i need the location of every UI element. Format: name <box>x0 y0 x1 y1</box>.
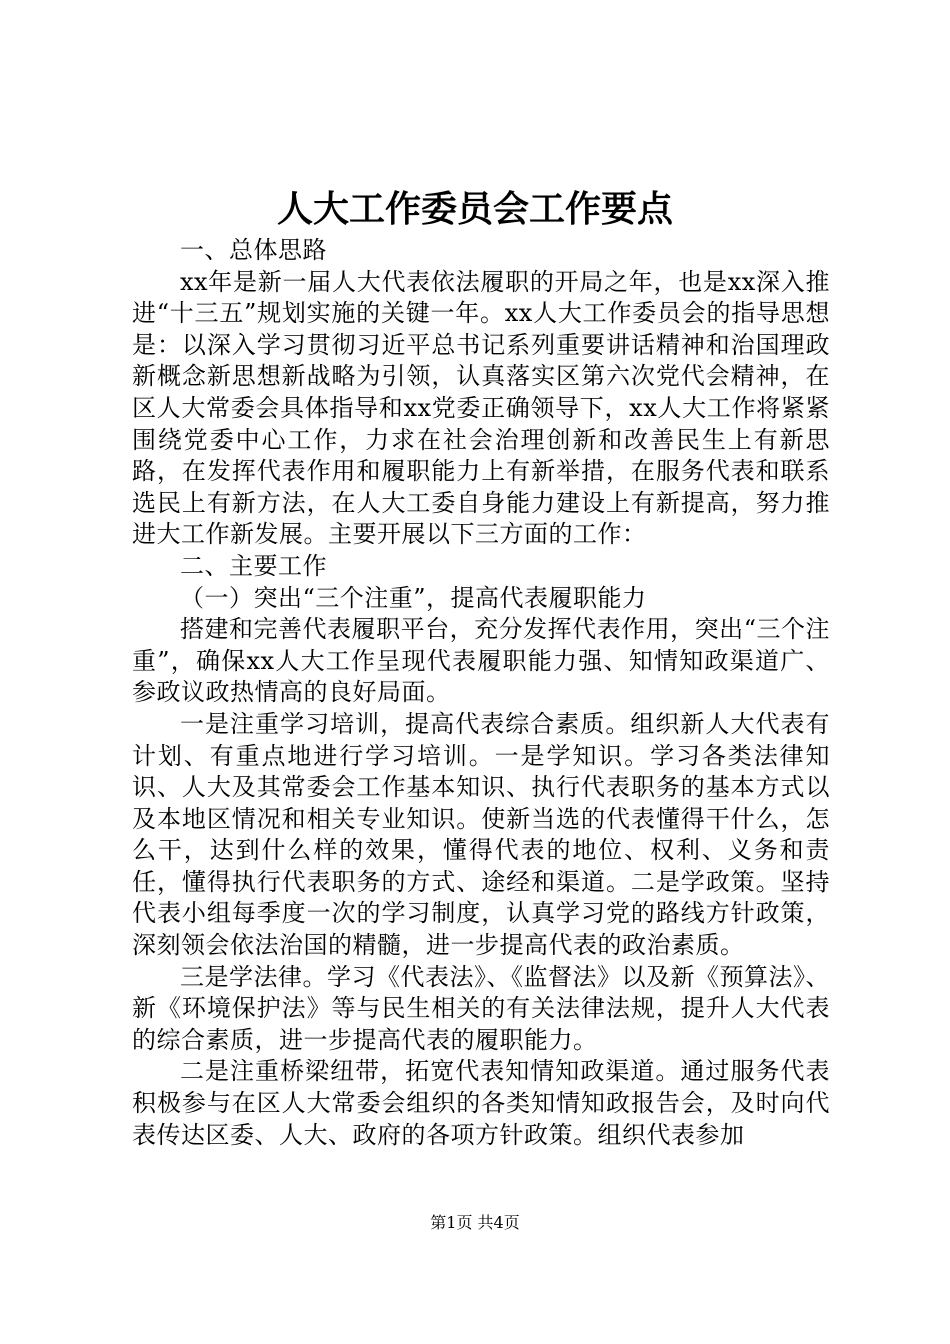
subsection-heading: （一）突出“三个注重”，提高代表履职能力 <box>180 583 647 612</box>
paragraph: xx年是新一届人大代表依法履职的开局之年，也是xx深入推进“十三五”规划实施的关键一年。xx人大工作委员会的指导思想是：以深入学习贯彻习近平总书记系列重要讲话精神和治国理政新概念新思想新战略为引领，认真落实区第六次党代会精神，在区人大常委会具体指导和xx党委正确领导下，xx人大工作将紧紧围绕党委中心工作，力求在社会治理创新和改善民生上有新思路，在发挥代表作用和履职能力上有新举措，在服务代表和联系选民上有新方法，在人大工委自身能力建设上有新提高，努力推进大工作新发展。主要开展以下三方面的工作： <box>132 267 830 549</box>
paragraph: 搭建和完善代表履职平台，充分发挥代表作用，突出“三个注重”，确保xx人大工作呈现代表履职能力强、知情知政渠道广、参政议政热情高的良好局面。 <box>132 615 830 707</box>
paragraph: 一是注重学习培训，提高代表综合素质。组织新人大代表有计划、有重点地进行学习培训。一是学知识。学习各类法律知识、人大及其常委会工作基本知识、执行代表职务的基本方式以及本地区情况和相关专业知识。使新当选的代表懂得干什么，怎么干，达到什么样的效果，懂得代表的地位、权利、义务和责任，懂得执行代表职务的方式、途经和渠道。二是学政策。坚持代表小组每季度一次的学习制度，认真学习党的路线方针政策，深刻领会依法治国的精髓，进一步提高代表的政治素质。 <box>132 709 830 960</box>
document-body <box>132 235 830 1151</box>
document-title: 人大工作委员会工作要点 <box>276 188 673 230</box>
paragraph: 三是学法律。学习《代表法》、《监督法》以及新《预算法》、新《环境保护法》等与民生相关的有关法律法规，提升人大代表的综合素质，进一步提高代表的履职能力。 <box>132 962 830 1054</box>
paragraph: 二是注重桥梁纽带，拓宽代表知情知政渠道。通过服务代表积极参与在区人大常委会组织的各类知情知政报告会，及时向代表传达区委、人大、政府的各项方针政策。组织代表参加 <box>132 1057 830 1149</box>
section-heading: 一、总体思路 <box>180 236 327 264</box>
page-footer: 第1页 共4页 <box>430 1213 520 1232</box>
section-heading: 二、主要工作 <box>180 551 327 580</box>
